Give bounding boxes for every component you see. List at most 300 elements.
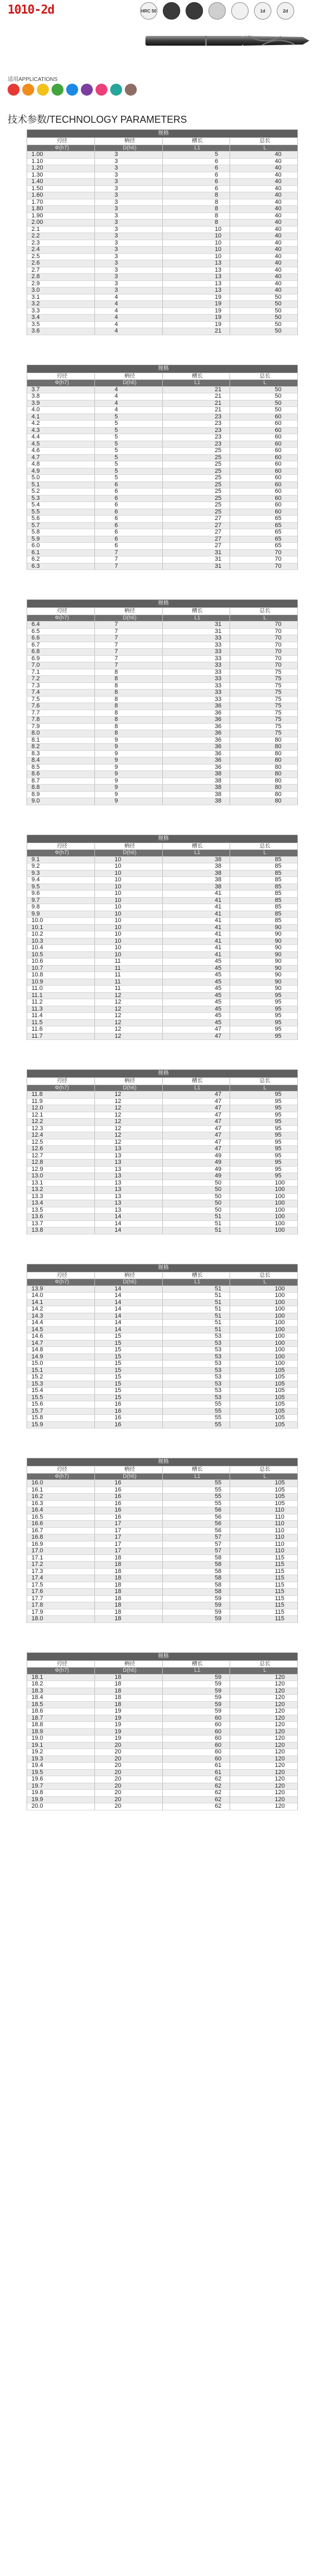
column-header: 刃径 bbox=[27, 1660, 95, 1668]
table-row bbox=[27, 502, 298, 509]
overall-length-cell: 60 bbox=[230, 427, 298, 434]
overall-length-cell: 120 bbox=[230, 1769, 298, 1776]
overall-length-cell: 95 bbox=[230, 992, 298, 999]
table-row bbox=[27, 1415, 298, 1422]
diameter-cell: 18.5 bbox=[27, 1701, 95, 1708]
flute-length-cell: 25 bbox=[162, 454, 230, 461]
flute-length-cell: 59 bbox=[162, 1701, 230, 1708]
shank-cell: 4 bbox=[95, 386, 163, 393]
flute-length-cell: 8 bbox=[162, 199, 230, 206]
overall-length-cell: 105 bbox=[230, 1388, 298, 1395]
diameter-cell: 17.4 bbox=[27, 1575, 95, 1582]
table-row bbox=[27, 1119, 298, 1126]
flute-length-cell: 55 bbox=[162, 1494, 230, 1501]
shank-cell: 10 bbox=[95, 883, 163, 891]
shank-cell: 20 bbox=[95, 1776, 163, 1783]
table-row bbox=[27, 1534, 298, 1541]
flute-length-cell: 53 bbox=[162, 1333, 230, 1340]
overall-length-cell: 75 bbox=[230, 676, 298, 683]
table-row bbox=[27, 1293, 298, 1300]
table-row bbox=[27, 1159, 298, 1167]
flute-length-cell: 56 bbox=[162, 1514, 230, 1521]
shank-cell: 6 bbox=[95, 529, 163, 536]
flute-length-cell: 33 bbox=[162, 635, 230, 642]
shank-cell: 9 bbox=[95, 744, 163, 751]
spec-table-block bbox=[27, 129, 297, 335]
shank-cell: 8 bbox=[95, 723, 163, 730]
overall-length-cell: 95 bbox=[230, 1019, 298, 1026]
shank-cell: 9 bbox=[95, 791, 163, 798]
diameter-cell: 11.3 bbox=[27, 1006, 95, 1013]
flute-length-cell: 33 bbox=[162, 655, 230, 662]
column-subheader: L1 bbox=[162, 615, 230, 622]
shank-cell: 12 bbox=[95, 1019, 163, 1026]
overall-length-cell: 50 bbox=[230, 393, 298, 400]
table-row bbox=[27, 622, 298, 629]
table-row bbox=[27, 1487, 298, 1494]
overall-length-cell: 80 bbox=[230, 785, 298, 792]
flute-length-cell: 59 bbox=[162, 1602, 230, 1609]
diameter-cell: 6.4 bbox=[27, 622, 95, 629]
shank-cell: 9 bbox=[95, 757, 163, 764]
diameter-cell: 1.80 bbox=[27, 206, 95, 213]
overall-length-cell: 90 bbox=[230, 951, 298, 958]
flute-length-cell: 60 bbox=[162, 1715, 230, 1722]
diameter-cell: 8.6 bbox=[27, 771, 95, 778]
flute-length-cell: 57 bbox=[162, 1548, 230, 1555]
column-subheader: L1 bbox=[162, 1085, 230, 1092]
flute-length-cell: 47 bbox=[162, 1125, 230, 1132]
diameter-cell: 18.4 bbox=[27, 1695, 95, 1702]
table-row bbox=[27, 516, 298, 523]
table-row bbox=[27, 1602, 298, 1609]
overall-length-cell: 40 bbox=[230, 267, 298, 274]
table-row bbox=[27, 1769, 298, 1776]
flute-length-cell: 55 bbox=[162, 1421, 230, 1428]
shank-cell: 15 bbox=[95, 1394, 163, 1401]
shank-cell: 10 bbox=[95, 897, 163, 904]
diameter-cell: 10.8 bbox=[27, 972, 95, 979]
shank-cell: 20 bbox=[95, 1749, 163, 1756]
table-row bbox=[27, 744, 298, 751]
diameter-cell: 7.5 bbox=[27, 696, 95, 703]
shank-cell: 3 bbox=[95, 165, 163, 172]
overall-length-cell: 120 bbox=[230, 1749, 298, 1756]
shank-cell: 9 bbox=[95, 778, 163, 785]
diameter-cell: 1.20 bbox=[27, 165, 95, 172]
table-row bbox=[27, 192, 298, 199]
shank-cell: 14 bbox=[95, 1286, 163, 1293]
shank-cell: 15 bbox=[95, 1333, 163, 1340]
flute-length-cell: 21 bbox=[162, 407, 230, 414]
flute-length-cell: 31 bbox=[162, 563, 230, 570]
flute-length-cell: 60 bbox=[162, 1756, 230, 1763]
flute-length-cell: 45 bbox=[162, 979, 230, 986]
diameter-cell: 10.0 bbox=[27, 918, 95, 925]
diameter-cell: 6.8 bbox=[27, 649, 95, 656]
table-row bbox=[27, 1735, 298, 1743]
overall-length-cell: 40 bbox=[230, 274, 298, 281]
overall-length-cell: 75 bbox=[230, 710, 298, 717]
table-row bbox=[27, 321, 298, 328]
diameter-cell: 14.6 bbox=[27, 1333, 95, 1340]
flute-length-cell: 31 bbox=[162, 549, 230, 556]
overall-length-cell: 95 bbox=[230, 1146, 298, 1153]
diameter-cell: 7.7 bbox=[27, 710, 95, 717]
flute-length-cell: 8 bbox=[162, 206, 230, 213]
table-row bbox=[27, 642, 298, 649]
table-row bbox=[27, 1152, 298, 1159]
overall-length-cell: 50 bbox=[230, 386, 298, 393]
flute-length-cell: 58 bbox=[162, 1562, 230, 1569]
shank-cell: 6 bbox=[95, 516, 163, 523]
flute-length-cell: 10 bbox=[162, 233, 230, 240]
column-header: 总长 bbox=[230, 1272, 298, 1279]
diameter-cell: 2.3 bbox=[27, 240, 95, 247]
table-row bbox=[27, 328, 298, 335]
overall-length-cell: 70 bbox=[230, 662, 298, 669]
overall-length-cell: 50 bbox=[230, 315, 298, 322]
diameter-cell: 5.8 bbox=[27, 529, 95, 536]
flute-length-cell: 56 bbox=[162, 1527, 230, 1534]
table-row bbox=[27, 999, 298, 1006]
flute-length-cell: 38 bbox=[162, 798, 230, 805]
shank-cell: 3 bbox=[95, 192, 163, 199]
diameter-cell: 15.7 bbox=[27, 1408, 95, 1415]
flute-length-cell: 49 bbox=[162, 1152, 230, 1159]
column-header: 总长 bbox=[230, 1660, 298, 1668]
shank-cell: 13 bbox=[95, 1146, 163, 1153]
diameter-cell: 12.7 bbox=[27, 1152, 95, 1159]
flute-length-cell: 33 bbox=[162, 642, 230, 649]
diameter-cell: 19.0 bbox=[27, 1735, 95, 1743]
column-subheader: L bbox=[230, 145, 298, 152]
table-row bbox=[27, 454, 298, 461]
overall-length-cell: 90 bbox=[230, 986, 298, 993]
table-row bbox=[27, 682, 298, 690]
shank-cell: 17 bbox=[95, 1548, 163, 1555]
column-subheader: Φ(h7) bbox=[27, 1473, 95, 1480]
shank-cell: 11 bbox=[95, 986, 163, 993]
overall-length-cell: 50 bbox=[230, 407, 298, 414]
overall-length-cell: 95 bbox=[230, 1006, 298, 1013]
flute-length-cell: 27 bbox=[162, 529, 230, 536]
flute-length-cell: 45 bbox=[162, 965, 230, 972]
flute-length-cell: 59 bbox=[162, 1595, 230, 1602]
diameter-cell: 16.9 bbox=[27, 1541, 95, 1548]
flute-length-cell: 36 bbox=[162, 710, 230, 717]
column-subheader: L1 bbox=[162, 145, 230, 152]
table-row bbox=[27, 1026, 298, 1033]
table-row bbox=[27, 1514, 298, 1521]
overall-length-cell: 95 bbox=[230, 1166, 298, 1173]
diameter-cell: 14.7 bbox=[27, 1340, 95, 1347]
diameter-cell: 13.2 bbox=[27, 1187, 95, 1194]
flute-length-cell: 6 bbox=[162, 179, 230, 186]
flute-length-cell: 47 bbox=[162, 1132, 230, 1139]
shank-cell: 13 bbox=[95, 1152, 163, 1159]
flute-length-cell: 58 bbox=[162, 1575, 230, 1582]
shank-cell: 14 bbox=[95, 1293, 163, 1300]
table-row bbox=[27, 1112, 298, 1119]
overall-length-cell: 110 bbox=[230, 1534, 298, 1541]
shank-cell: 12 bbox=[95, 1092, 163, 1099]
table-row bbox=[27, 1173, 298, 1180]
table-row bbox=[27, 649, 298, 656]
shank-cell: 6 bbox=[95, 536, 163, 543]
diameter-cell: 12.1 bbox=[27, 1112, 95, 1119]
shank-cell: 4 bbox=[95, 301, 163, 308]
shank-cell: 4 bbox=[95, 328, 163, 335]
diameter-cell: 19.4 bbox=[27, 1763, 95, 1770]
shank-cell: 4 bbox=[95, 321, 163, 328]
column-subheader: L1 bbox=[162, 1279, 230, 1286]
diameter-cell: 6.1 bbox=[27, 549, 95, 556]
feature-badge-icon bbox=[231, 2, 249, 20]
overall-length-cell: 40 bbox=[230, 253, 298, 260]
overall-length-cell: 105 bbox=[230, 1374, 298, 1381]
shank-cell: 18 bbox=[95, 1575, 163, 1582]
shank-cell: 6 bbox=[95, 502, 163, 509]
diameter-cell: 5.4 bbox=[27, 502, 95, 509]
overall-length-cell: 110 bbox=[230, 1507, 298, 1514]
flute-length-cell: 5 bbox=[162, 152, 230, 159]
flute-length-cell: 23 bbox=[162, 441, 230, 448]
shank-cell: 5 bbox=[95, 454, 163, 461]
flute-length-cell: 19 bbox=[162, 315, 230, 322]
flute-length-cell: 8 bbox=[162, 220, 230, 227]
table-row bbox=[27, 1394, 298, 1401]
diameter-cell: 1.50 bbox=[27, 185, 95, 192]
table-row bbox=[27, 723, 298, 730]
column-subheader: Φ(h7) bbox=[27, 850, 95, 857]
table-row bbox=[27, 662, 298, 669]
table-row bbox=[27, 522, 298, 529]
diameter-cell: 10.3 bbox=[27, 938, 95, 945]
diameter-cell: 7.3 bbox=[27, 682, 95, 690]
overall-length-cell: 120 bbox=[230, 1783, 298, 1790]
shank-cell: 3 bbox=[95, 179, 163, 186]
diameter-cell: 19.8 bbox=[27, 1790, 95, 1797]
overall-length-cell: 40 bbox=[230, 220, 298, 227]
table-row bbox=[27, 1783, 298, 1790]
table-row bbox=[27, 891, 298, 898]
shank-cell: 16 bbox=[95, 1480, 163, 1487]
table-row bbox=[27, 1286, 298, 1293]
flute-length-cell: 53 bbox=[162, 1353, 230, 1361]
table-row bbox=[27, 1555, 298, 1562]
flute-length-cell: 33 bbox=[162, 696, 230, 703]
diameter-cell: 1.10 bbox=[27, 158, 95, 165]
table-row bbox=[27, 461, 298, 468]
diameter-cell: 10.6 bbox=[27, 958, 95, 966]
table-row bbox=[27, 1214, 298, 1221]
table-row bbox=[27, 1674, 298, 1681]
flute-length-cell: 36 bbox=[162, 737, 230, 744]
flute-length-cell: 19 bbox=[162, 321, 230, 328]
overall-length-cell: 120 bbox=[230, 1701, 298, 1708]
shank-cell: 3 bbox=[95, 233, 163, 240]
shank-cell: 18 bbox=[95, 1595, 163, 1602]
column-header: 槽长 bbox=[162, 1466, 230, 1474]
table-row bbox=[27, 1708, 298, 1715]
table-row bbox=[27, 448, 298, 455]
flute-length-cell: 61 bbox=[162, 1763, 230, 1770]
table-row bbox=[27, 468, 298, 475]
flute-length-cell: 47 bbox=[162, 1092, 230, 1099]
diameter-cell: 3.2 bbox=[27, 301, 95, 308]
overall-length-cell: 120 bbox=[230, 1790, 298, 1797]
table-row bbox=[27, 703, 298, 710]
diameter-cell: 2.9 bbox=[27, 280, 95, 287]
overall-length-cell: 105 bbox=[230, 1408, 298, 1415]
table-row bbox=[27, 924, 298, 931]
table-row bbox=[27, 1013, 298, 1020]
overall-length-cell: 65 bbox=[230, 536, 298, 543]
table-row bbox=[27, 267, 298, 274]
column-header: 刃径 bbox=[27, 1272, 95, 1279]
table-row bbox=[27, 1326, 298, 1333]
table-row bbox=[27, 179, 298, 186]
flute-length-cell: 10 bbox=[162, 253, 230, 260]
shank-cell: 7 bbox=[95, 662, 163, 669]
diameter-cell: 19.3 bbox=[27, 1756, 95, 1763]
diameter-cell: 6.5 bbox=[27, 628, 95, 635]
diameter-cell: 6.9 bbox=[27, 655, 95, 662]
table-row bbox=[27, 911, 298, 918]
overall-length-cell: 105 bbox=[230, 1394, 298, 1401]
shank-cell: 14 bbox=[95, 1306, 163, 1313]
table-row bbox=[27, 441, 298, 448]
diameter-cell: 7.8 bbox=[27, 717, 95, 724]
shank-cell: 15 bbox=[95, 1353, 163, 1361]
diameter-cell: 17.5 bbox=[27, 1582, 95, 1589]
overall-length-cell: 95 bbox=[230, 1013, 298, 1020]
flute-length-cell: 51 bbox=[162, 1220, 230, 1227]
flute-length-cell: 27 bbox=[162, 522, 230, 529]
overall-length-cell: 75 bbox=[230, 696, 298, 703]
flute-length-cell: 23 bbox=[162, 413, 230, 421]
flute-length-cell: 8 bbox=[162, 212, 230, 220]
table-row bbox=[27, 475, 298, 482]
diameter-cell: 15.5 bbox=[27, 1394, 95, 1401]
diameter-cell: 18.9 bbox=[27, 1728, 95, 1735]
overall-length-cell: 40 bbox=[230, 192, 298, 199]
shank-cell: 18 bbox=[95, 1674, 163, 1681]
flute-length-cell: 61 bbox=[162, 1769, 230, 1776]
diameter-cell: 3.1 bbox=[27, 294, 95, 301]
flute-length-cell: 51 bbox=[162, 1299, 230, 1306]
shank-cell: 10 bbox=[95, 911, 163, 918]
column-header: 槽长 bbox=[162, 138, 230, 145]
shank-cell: 8 bbox=[95, 717, 163, 724]
diameter-cell: 13.9 bbox=[27, 1286, 95, 1293]
overall-length-cell: 115 bbox=[230, 1589, 298, 1596]
table-row bbox=[27, 563, 298, 570]
flute-length-cell: 41 bbox=[162, 931, 230, 938]
shank-cell: 3 bbox=[95, 240, 163, 247]
table-row bbox=[27, 543, 298, 550]
overall-length-cell: 95 bbox=[230, 1159, 298, 1167]
table-row bbox=[27, 1507, 298, 1514]
flute-length-cell: 45 bbox=[162, 986, 230, 993]
flute-length-cell: 51 bbox=[162, 1227, 230, 1234]
overall-length-cell: 115 bbox=[230, 1595, 298, 1602]
shank-cell: 16 bbox=[95, 1487, 163, 1494]
overall-length-cell: 50 bbox=[230, 294, 298, 301]
shank-cell: 3 bbox=[95, 185, 163, 192]
table-row bbox=[27, 897, 298, 904]
flute-length-cell: 25 bbox=[162, 481, 230, 488]
overall-length-cell: 60 bbox=[230, 454, 298, 461]
shank-cell: 12 bbox=[95, 1033, 163, 1040]
diameter-cell: 18.7 bbox=[27, 1715, 95, 1722]
shank-cell: 6 bbox=[95, 509, 163, 516]
table-row bbox=[27, 757, 298, 764]
table-row bbox=[27, 308, 298, 315]
flute-length-cell: 53 bbox=[162, 1367, 230, 1374]
overall-length-cell: 105 bbox=[230, 1500, 298, 1507]
overall-length-cell: 95 bbox=[230, 1098, 298, 1105]
shank-cell: 16 bbox=[95, 1421, 163, 1428]
shank-cell: 20 bbox=[95, 1783, 163, 1790]
table-row bbox=[27, 233, 298, 240]
overall-length-cell: 80 bbox=[230, 764, 298, 771]
shank-cell: 18 bbox=[95, 1609, 163, 1616]
flute-length-cell: 23 bbox=[162, 434, 230, 441]
table-row bbox=[27, 1132, 298, 1139]
diameter-cell: 8.5 bbox=[27, 764, 95, 771]
shank-cell: 13 bbox=[95, 1207, 163, 1214]
flute-length-cell: 36 bbox=[162, 703, 230, 710]
overall-length-cell: 100 bbox=[230, 1220, 298, 1227]
shank-cell: 4 bbox=[95, 315, 163, 322]
overall-length-cell: 80 bbox=[230, 757, 298, 764]
table-row bbox=[27, 1701, 298, 1708]
overall-length-cell: 70 bbox=[230, 556, 298, 563]
overall-length-cell: 70 bbox=[230, 628, 298, 635]
shank-cell: 3 bbox=[95, 199, 163, 206]
shank-cell: 5 bbox=[95, 413, 163, 421]
flute-length-cell: 60 bbox=[162, 1742, 230, 1749]
diameter-cell: 11.5 bbox=[27, 1019, 95, 1026]
shank-cell: 7 bbox=[95, 635, 163, 642]
table-row bbox=[27, 226, 298, 233]
flute-length-cell: 57 bbox=[162, 1534, 230, 1541]
column-subheader: L1 bbox=[162, 380, 230, 387]
flute-length-cell: 62 bbox=[162, 1796, 230, 1803]
overall-length-cell: 75 bbox=[230, 690, 298, 697]
diameter-cell: 11.9 bbox=[27, 1098, 95, 1105]
overall-length-cell: 60 bbox=[230, 495, 298, 502]
shank-cell: 10 bbox=[95, 938, 163, 945]
shank-cell: 12 bbox=[95, 1026, 163, 1033]
table-row bbox=[27, 220, 298, 227]
diameter-cell: 16.4 bbox=[27, 1507, 95, 1514]
table-row bbox=[27, 958, 298, 966]
shank-cell: 5 bbox=[95, 441, 163, 448]
overall-length-cell: 100 bbox=[230, 1299, 298, 1306]
shank-cell: 6 bbox=[95, 481, 163, 488]
table-row bbox=[27, 1146, 298, 1153]
flute-length-cell: 49 bbox=[162, 1173, 230, 1180]
shank-cell: 12 bbox=[95, 1125, 163, 1132]
overall-length-cell: 100 bbox=[230, 1187, 298, 1194]
flute-length-cell: 23 bbox=[162, 421, 230, 428]
diameter-cell: 15.0 bbox=[27, 1361, 95, 1368]
flute-length-cell: 31 bbox=[162, 556, 230, 563]
flute-length-cell: 59 bbox=[162, 1688, 230, 1695]
